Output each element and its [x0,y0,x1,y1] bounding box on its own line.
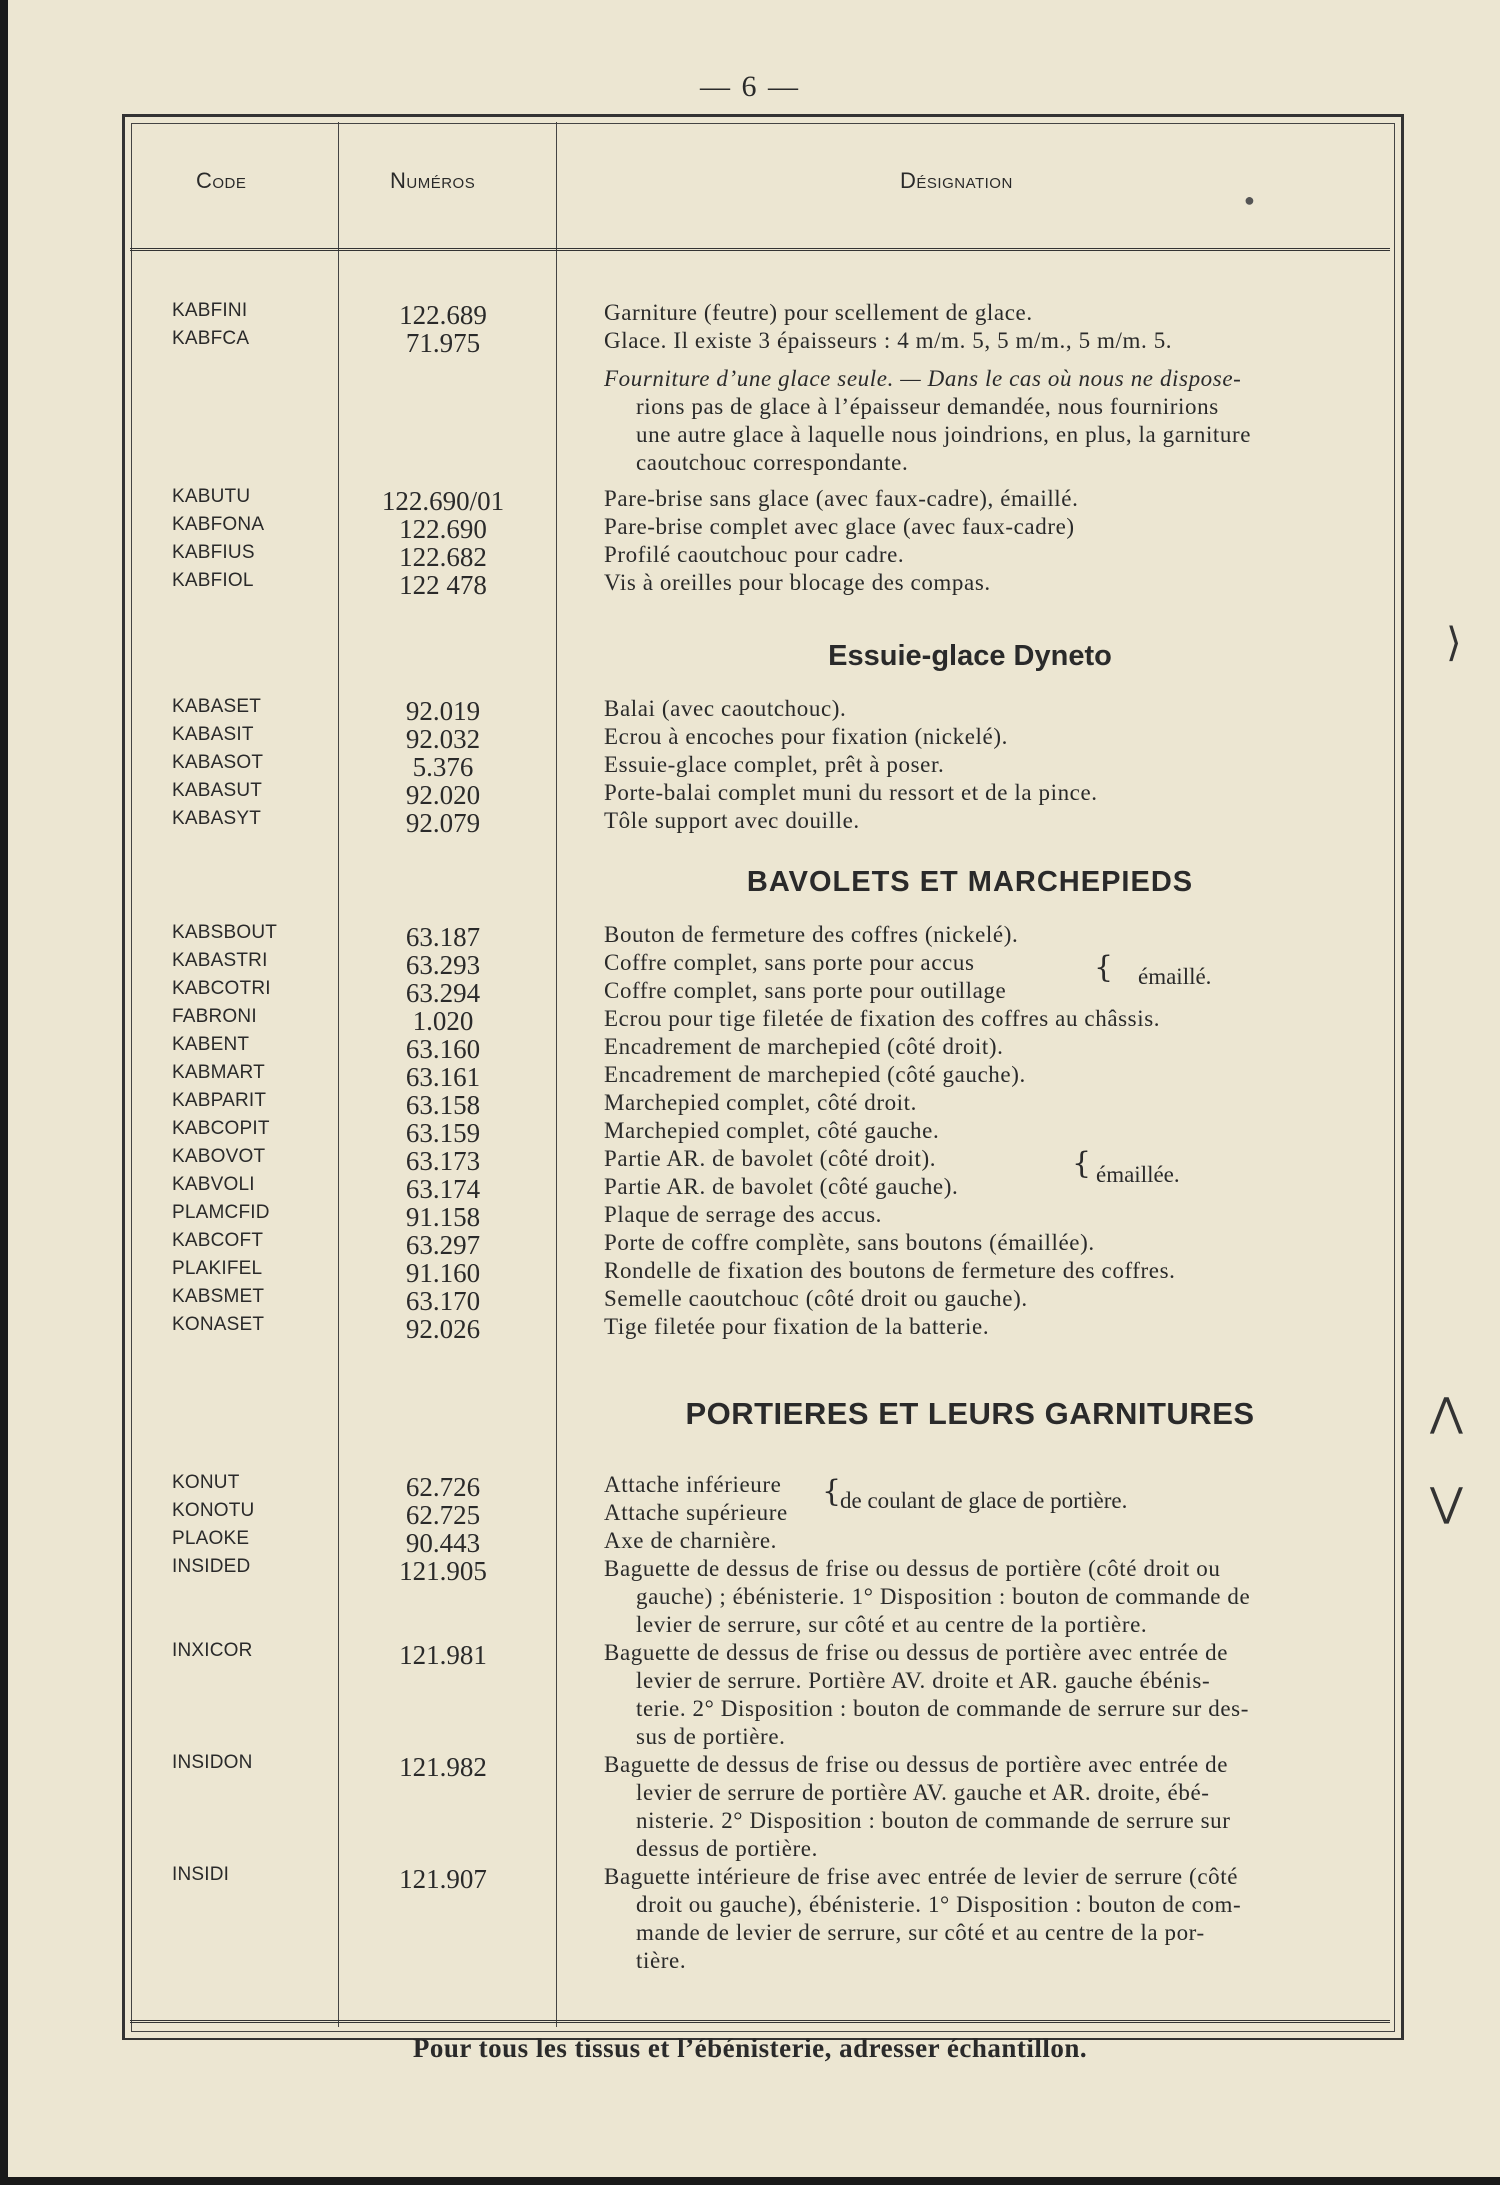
row-number: 63.173 [405,1146,481,1176]
row-number: 121.905 [399,1556,487,1586]
row-designation: Marchepied complet, côté droit. [604,1090,918,1115]
margin-chevron-mark: ⋀ [1430,1390,1463,1436]
row-designation: Porte de coffre complète, sans boutons (émaillée). [604,1230,1095,1255]
row-code: INSIDI [172,1864,230,1885]
note-text: Fourniture d’une glace seule. — Dans le cas où nous ne dispose- [604,366,1242,391]
row-designation: Plaque de serrage des accus. [604,1202,882,1227]
row-code: KONUT [172,1472,240,1493]
row-number: 63.158 [405,1090,481,1120]
row-designation: Glace. Il existe 3 épaisseurs : 4 m/m. 5, 5 m/m., 5 m/m. 5. [604,328,1173,353]
row-designation: Baguette de dessus de frise ou dessus de portière avec entrée de [604,1640,1229,1665]
section-title-essuie-glace: Essuie-glace Dyneto [828,640,1112,672]
row-code: PLAKIFEL [172,1258,263,1279]
section-title-portieres: PORTIERES ET LEURS GARNITURES [685,1396,1255,1431]
row-designation: Baguette de dessus de frise ou dessus de portière (côté droit ou [604,1556,1221,1581]
row-code: KABFIOL [172,570,254,591]
row-number: 62.725 [405,1500,481,1530]
row-code: KABASTRI [172,950,268,971]
header-designation: Désignation [900,168,1013,193]
header-code: Code [196,168,247,193]
row-number: 122.690 [399,514,487,544]
row-number: 92.019 [405,696,481,726]
row-designation-cont: levier de serrure, sur côté et au centre de la portière. [636,1612,1148,1637]
row-number: 63.294 [405,978,481,1008]
row-code: INSIDED [172,1556,251,1577]
row-designation: Pare-brise sans glace (avec faux-cadre), émaillé. [604,486,1079,511]
row-code: KABVOLI [172,1174,255,1195]
row-designation-cont: droit ou gauche), ébénisterie. 1° Disposition : bouton de com- [636,1892,1242,1917]
row-designation: Encadrement de marchepied (côté droit). [604,1034,1004,1059]
row-code: KABPARIT [172,1090,267,1111]
row-number: 1.020 [412,1006,474,1036]
row-designation-cont: tière. [636,1948,687,1973]
brace-mark: { [1094,950,1114,985]
row-code: KABFIUS [172,542,255,563]
row-designation-cont: levier de serrure de portière AV. gauche et AR. droite, ébé- [636,1780,1210,1805]
row-designation: Ecrou à encoches pour fixation (nickelé). [604,724,1008,749]
row-number: 121.981 [399,1640,487,1670]
row-number: 63.160 [405,1034,481,1064]
row-number: 5.376 [412,752,474,782]
row-code: INXICOR [172,1640,253,1661]
row-designation-cont: gauche) ; ébénisterie. 1° Disposition : bouton de commande de [636,1584,1251,1609]
brace-mark: { [822,1474,842,1509]
row-designation: Tôle support avec douille. [604,808,860,833]
row-designation: Tige filetée pour fixation de la batterie. [604,1314,990,1339]
row-designation: Baguette de dessus de frise ou dessus de portière avec entrée de [604,1752,1229,1777]
footer-note: Pour tous les tissus et l’ébénisterie, adresser échantillon. [412,2033,1088,2063]
row-designation: Rondelle de fixation des boutons de fermeture des coffres. [604,1258,1176,1283]
row-number: 63.293 [405,950,481,980]
row-code: KABMART [172,1062,265,1083]
row-number: 122.690/01 [381,486,505,516]
row-designation-cont: sus de portière. [636,1724,786,1749]
row-number: 92.020 [405,780,481,810]
row-code: KABSMET [172,1286,265,1307]
row-number: 62.726 [405,1472,481,1502]
row-designation: Partie AR. de bavolet (côté droit). [604,1146,937,1171]
row-code: KABENT [172,1034,250,1055]
row-designation: Axe de charnière. [604,1528,778,1553]
footer-rule [130,2020,1390,2023]
section-title-bavolets: BAVOLETS ET MARCHEPIEDS [746,866,1194,898]
row-number: 121.982 [399,1752,487,1782]
brace-mark: { [1072,1146,1092,1181]
row-code: PLAOKE [172,1528,250,1549]
row-number: 121.907 [399,1864,487,1894]
row-designation-cont: terie. 2° Disposition : bouton de commande de serrure sur des- [636,1696,1249,1721]
row-code: KABUTU [172,486,251,507]
row-code: KABFONA [172,514,265,535]
row-designation: Ecrou pour tige filetée de fixation des coffres au châssis. [604,1006,1161,1031]
binding-edge [0,0,8,2185]
row-number: 63.297 [405,1230,481,1260]
row-code: KABCOTRI [172,978,271,999]
note-text: une autre glace à laquelle nous joindrions, en plus, la garniture [636,422,1252,447]
row-number: 90.443 [405,1528,481,1558]
row-number: 63.161 [405,1062,481,1092]
row-designation-cont: dessus de portière. [636,1836,818,1861]
row-designation: Bouton de fermeture des coffres (nickelé). [604,922,1019,947]
row-designation: Pare-brise complet avec glace (avec faux-cadre) [604,514,1075,539]
margin-chevron-mark: ⋁ [1430,1480,1463,1526]
row-number: 92.032 [405,724,481,754]
row-number: 63.159 [405,1118,481,1148]
row-code: KABASOT [172,752,264,773]
brace-note: émaillée. [1096,1162,1180,1187]
row-designation: Profilé caoutchouc pour cadre. [604,542,905,567]
row-code: KABASYT [172,808,262,829]
row-designation: Marchepied complet, côté gauche. [604,1118,940,1143]
row-designation: Essuie-glace complet, prêt à poser. [604,752,945,777]
row-designation-cont: levier de serrure. Portière AV. droite et AR. gauche ébénis- [636,1668,1211,1693]
row-number: 122.682 [399,542,487,572]
row-designation: Semelle caoutchouc (côté droit ou gauche). [604,1286,1028,1311]
margin-bracket-mark: ⟩ [1446,620,1462,666]
decorative-dot: ● [1244,190,1255,210]
row-designation: Baguette intérieure de frise avec entrée de levier de serrure (côté [604,1864,1239,1889]
row-code: KABCOPIT [172,1118,270,1139]
row-code: FABRONI [172,1006,257,1027]
row-code: INSIDON [172,1752,253,1773]
row-designation: Attache supérieure [604,1500,788,1525]
row-number: 122.689 [399,300,487,330]
row-designation: Porte-balai complet muni du ressort et de la pince. [604,780,1098,805]
row-number: 92.026 [405,1314,481,1344]
page-number: — 6 — [700,70,800,103]
row-designation-cont: nisterie. 2° Disposition : bouton de commande de serrure sur [636,1808,1231,1833]
row-number: 63.187 [405,922,481,952]
row-code: KABASET [172,696,262,717]
row-code: KONOTU [172,1500,255,1521]
row-designation: Encadrement de marchepied (côté gauche). [604,1062,1026,1087]
header-rule [130,248,1390,251]
row-designation: Balai (avec caoutchouc). [604,696,847,721]
note-text: rions pas de glace à l’épaisseur demandée, nous fournirions [636,394,1219,419]
row-designation: Coffre complet, sans porte pour accus [604,950,975,975]
row-number: 63.170 [405,1286,481,1316]
row-number: 63.174 [405,1174,481,1204]
page-bottom-edge [0,2177,1500,2185]
row-number: 71.975 [405,328,481,358]
row-code: KABASUT [172,780,263,801]
row-code: PLAMCFID [172,1202,270,1223]
row-designation: Garniture (feutre) pour scellement de glace. [604,300,1033,325]
row-number: 91.160 [405,1258,481,1288]
row-number: 92.079 [405,808,481,838]
row-designation: Partie AR. de bavolet (côté gauche). [604,1174,959,1199]
row-designation: Attache inférieure [604,1472,782,1497]
row-designation-cont: mande de levier de serrure, sur côté et au centre de la por- [636,1920,1205,1945]
note-text: caoutchouc correspondante. [636,450,909,475]
row-number: 122 478 [399,570,487,600]
brace-note: émaillé. [1138,964,1212,989]
brace-note: de coulant de glace de portière. [840,1488,1128,1513]
row-number: 91.158 [405,1202,481,1232]
header-numbers: Numéros [390,168,476,193]
row-code: KABFINI [172,300,248,321]
row-code: KABFCA [172,328,250,349]
row-code: KABASIT [172,724,254,745]
row-designation: Vis à oreilles pour blocage des compas. [604,570,991,595]
row-code: KABOVOT [172,1146,266,1167]
row-designation: Coffre complet, sans porte pour outillage [604,978,1007,1003]
row-code: KONASET [172,1314,265,1335]
row-code: KABSBOUT [172,922,278,943]
column-divider-2 [556,122,557,2027]
row-code: KABCOFT [172,1230,264,1251]
